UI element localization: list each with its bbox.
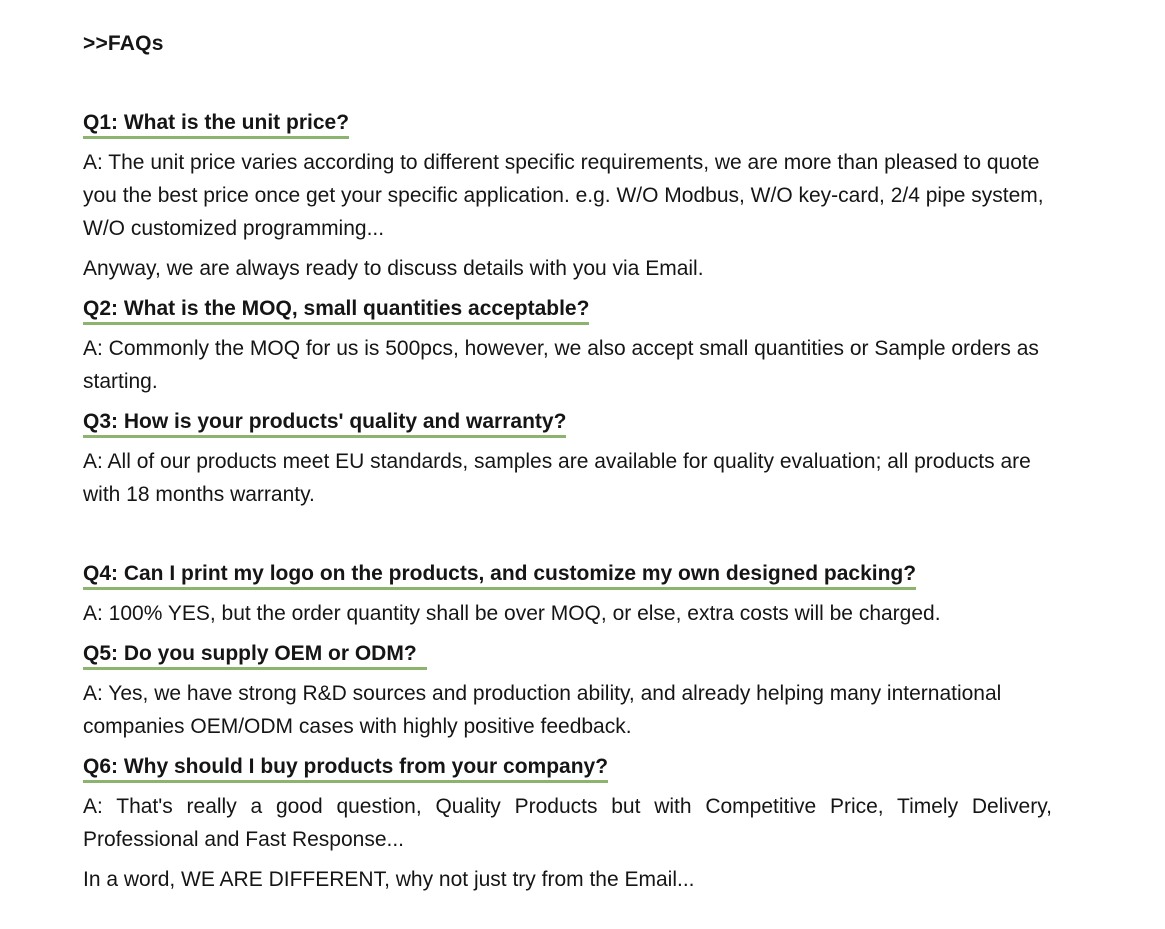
faq-question-q5 (83, 637, 1082, 670)
faq-question-q4 (83, 557, 1082, 590)
faq-answer: In a word, WE ARE DIFFERENT, why not just try from the Email... (83, 868, 695, 891)
faq-answer: A: Commonly the MOQ for us is 500pcs, however, we also accept small quantities or Sample orders as starting. (83, 337, 1039, 393)
faq-question-text: Q1: What is the unit price? (83, 111, 349, 139)
faq-item-q6 (83, 750, 1082, 896)
faq-answer: A: Yes, we have strong R&D sources and production ability, and already helping many international companies OEM/ODM cases with highly positive feedback. (83, 682, 1002, 738)
faq-answer: A: All of our products meet EU standards, samples are available for quality evaluation; all products are with 18 months warranty. (83, 450, 1031, 506)
faq-answer: Anyway, we are always ready to discuss details with you via Email. (83, 257, 704, 280)
faq-item-q1 (83, 106, 1082, 285)
faq-answer: A: The unit price varies according to different specific requirements, we are more than pleased to quote you the best price once get your specific application. e.g. W/O Modbus, W/O key-card, 2/4 pipe system, W/O customized programming... (83, 151, 1044, 240)
faq-item-q2 (83, 292, 1082, 398)
faq-question-text: Q2: What is the MOQ, small quantities acceptable? (83, 297, 589, 325)
faq-question-text: Q3: How is your products' quality and warranty? (83, 410, 566, 438)
faq-answer: A: That's really a good question, Quality Products but with Competitive Price, Timely Delivery, Professional and Fast Response... (83, 795, 1052, 851)
faq-answer: A: 100% YES, but the order quantity shall be over MOQ, or else, extra costs will be charged. (83, 602, 941, 625)
section-gap (83, 518, 1082, 557)
page-title: >>FAQs (83, 32, 164, 55)
faq-question-text: Q4: Can I print my logo on the products, and customize my own designed packing? (83, 562, 916, 590)
faq-question-q1 (83, 106, 1082, 139)
faq-question-q6 (83, 750, 1082, 783)
faq-question-q2 (83, 292, 1082, 325)
faq-item-q3 (83, 405, 1082, 511)
faq-question-q3 (83, 405, 1082, 438)
faq-question-text: Q5: Do you supply OEM or ODM? (83, 642, 427, 670)
faq-item-q4 (83, 557, 1082, 630)
faq-item-q5 (83, 637, 1082, 743)
faq-question-text: Q6: Why should I buy products from your company? (83, 755, 608, 783)
